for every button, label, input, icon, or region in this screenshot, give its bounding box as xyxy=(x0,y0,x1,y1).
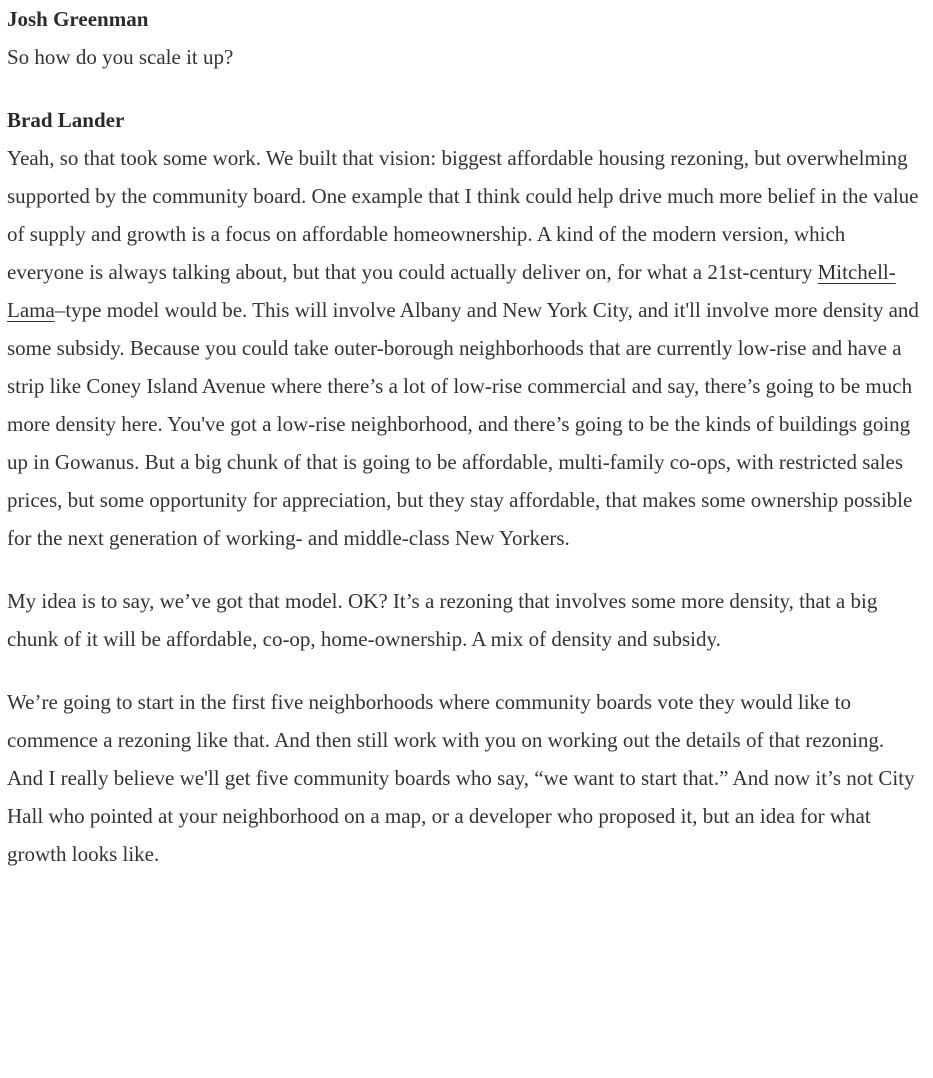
speaker-name: Josh Greenman xyxy=(7,7,149,31)
speaker-block-josh-greenman xyxy=(7,0,919,76)
paragraph-text: Yeah, so that took some work. We built that vision: biggest affordable housing rezoning, but overwhelming supported by the community board. One example that I think could help drive much more belief in the value of supply and growth is a focus on affordable homeownership. A kind of the modern version, which everyone is always talking about, but that you could actually deliver on, for what a 21st-century xyxy=(7,146,919,284)
transcript-paragraph xyxy=(7,139,919,557)
speaker-block-brad-lander xyxy=(7,101,919,873)
mitchell-lama-link[interactable]: Mitchell-Lama xyxy=(7,260,896,322)
transcript-paragraph: We’re going to start in the first five neighborhoods where community boards vote they would like to commence a rezoning like that. And then still work with you on working out the details of that rezoning. And I really believe we'll get five community boards who say, “we want to start that.” And now it’s not City Hall who pointed at your neighborhood on a map, or a developer who proposed it, but an idea for what growth looks like. xyxy=(7,690,915,866)
transcript-paragraph: So how do you scale it up? xyxy=(7,45,234,69)
speaker-name: Brad Lander xyxy=(7,108,125,132)
paragraph-text: –type model would be. This will involve Albany and New York City, and it'll involve more density and some subsidy. Because you could take outer-borough neighborhoods that are currently low-rise and have a strip like Coney Island Avenue where there’s a lot of low-rise commercial and say, there’s going to be much more density here. You've got a low-rise neighborhood, and there’s going to be the kinds of buildings going up in Gowanus. But a big chunk of that is going to be affordable, multi-family co-ops, with restricted sales prices, but some opportunity for appreciation, but they stay affordable, that makes some ownership possible for the next generation of working- and middle-class New Yorkers. xyxy=(7,298,919,550)
transcript-paragraph: My idea is to say, we’ve got that model. OK? It’s a rezoning that involves some more density, that a big chunk of it will be affordable, co-op, home-ownership. A mix of density and subsidy. xyxy=(7,589,878,651)
